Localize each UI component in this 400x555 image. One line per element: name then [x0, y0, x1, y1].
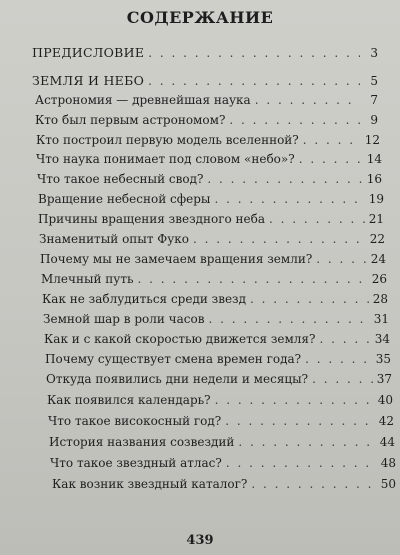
toc-entry-label: Что наука понимает под словом «небо»? [36, 152, 295, 166]
toc-entry [39, 228, 385, 246]
toc-entry-page: 42 [378, 414, 394, 428]
toc-entry-page: 35 [375, 352, 391, 366]
dot-leader [214, 192, 364, 206]
toc-entry-page: 3 [370, 46, 378, 60]
dot-leader [229, 113, 360, 127]
toc-entry-label: Знаменитый опыт Фуко [39, 232, 190, 246]
toc-entry [32, 70, 378, 88]
toc-entry-label: Земной шар в роли часов [43, 312, 205, 326]
toc-entry [36, 148, 382, 166]
toc-entry-page: 37 [376, 372, 392, 386]
toc-entry-page: 26 [371, 272, 387, 286]
toc-entry-label: История названия созвездий [49, 435, 235, 449]
dot-leader [303, 133, 361, 147]
dot-leader [251, 477, 376, 491]
dot-leader [305, 352, 372, 366]
toc-entry-page: 31 [373, 312, 389, 326]
dot-leader [312, 372, 373, 386]
dot-leader [208, 312, 369, 326]
toc-entry-page: 34 [374, 332, 390, 346]
dot-leader [207, 172, 362, 186]
toc-entry [38, 188, 384, 206]
toc-entry-label: Почему существует смена времен года? [45, 352, 302, 366]
toc-entry [40, 248, 386, 266]
dot-leader [255, 93, 360, 107]
dot-leader [238, 435, 375, 449]
toc-entry [45, 348, 391, 366]
toc-entry [47, 389, 393, 407]
toc-entry [36, 129, 380, 147]
toc-entry-page: 16 [366, 172, 382, 186]
toc-entry-label: Как не заблудиться среди звезд [42, 292, 246, 306]
toc-entry [35, 109, 378, 127]
toc-entry-label: Млечный путь [41, 272, 134, 286]
toc-entry-page: 50 [380, 477, 396, 491]
toc-entry [35, 89, 378, 107]
toc-entry-label: Кто был первым астрономом? [35, 113, 226, 127]
toc-entry-label: Как возник звездный каталог? [52, 477, 248, 491]
dot-leader [138, 272, 368, 286]
dot-leader [269, 212, 365, 226]
toc-entry-label: Что такое звездный атлас? [50, 456, 222, 470]
toc-entry-page: 48 [380, 456, 396, 470]
toc-entry [49, 431, 395, 449]
page-number: 439 [186, 533, 214, 548]
toc-entry-page: 28 [372, 292, 388, 306]
toc-entry-label: Вращение небесной сферы [38, 192, 211, 206]
dot-leader [148, 46, 360, 60]
toc-entry [38, 208, 384, 226]
toc-entry-page: 14 [366, 152, 382, 166]
toc-entry-page: 7 [370, 93, 378, 107]
toc-entry-page: 22 [369, 232, 385, 246]
toc-entry [43, 308, 389, 326]
dot-leader [316, 252, 366, 266]
toc-entry [42, 288, 388, 306]
dot-leader [225, 414, 374, 428]
toc-entry-label: Как появился календарь? [47, 393, 211, 407]
toc-entry-page: 19 [368, 192, 384, 206]
dot-leader [215, 393, 374, 407]
dot-leader [319, 332, 370, 346]
toc-entry-label: Откуда появились дни недели и месяцы? [46, 372, 309, 386]
dot-leader [299, 152, 363, 166]
page-title: СОДЕРЖАНИЕ [126, 8, 274, 27]
toc-entry [37, 168, 382, 186]
toc-entry [48, 410, 394, 428]
dot-leader [148, 74, 360, 88]
toc-entry [50, 452, 396, 470]
dot-leader [226, 456, 377, 470]
toc-entry [44, 328, 390, 346]
toc-entry [41, 268, 387, 286]
toc-entry-label: Что такое небесный свод? [37, 172, 204, 186]
toc-entry [46, 368, 392, 386]
toc-entry-label: Как и с какой скоростью движется земля? [44, 332, 316, 346]
toc-entry-page: 5 [370, 74, 378, 88]
toc-entry-page: 12 [364, 133, 380, 147]
toc-entry-page: 24 [370, 252, 386, 266]
toc-entry [32, 42, 378, 60]
toc-entry [52, 473, 396, 491]
dot-leader [250, 292, 369, 306]
toc-entry-label: Почему мы не замечаем вращения земли? [40, 252, 313, 266]
toc-entry-label: ПРЕДИСЛОВИЕ [32, 45, 145, 60]
toc-entry-page: 40 [377, 393, 393, 407]
toc-entry-page: 44 [379, 435, 395, 449]
toc-entry-label: Астрономия — древнейшая наука [35, 93, 251, 107]
toc-entry-label: Причины вращения звездного неба [38, 212, 266, 226]
toc-entry-label: ЗЕМЛЯ И НЕБО [32, 73, 145, 88]
toc-entry-page: 21 [368, 212, 384, 226]
dot-leader [193, 232, 366, 246]
toc-entry-page: 9 [370, 113, 378, 127]
toc-entry-label: Кто построил первую модель вселенной? [36, 133, 299, 147]
toc-entry-label: Что такое високосный год? [48, 414, 222, 428]
